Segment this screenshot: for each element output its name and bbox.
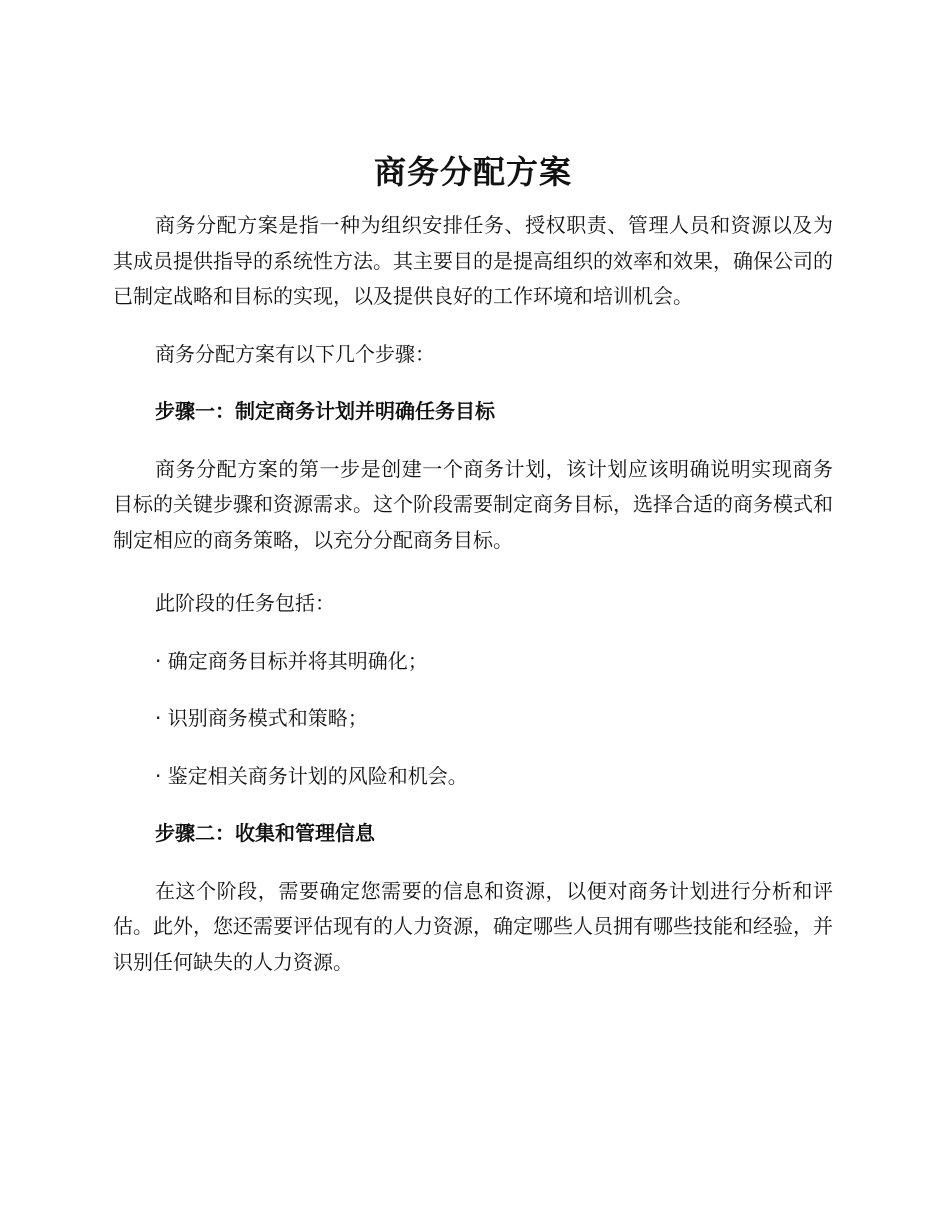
step-one-body: 商务分配方案的第一步是创建一个商务计划，该计划应该明确说明实现商务目标的关键步骤和资源需求。这个阶段需要制定商务目标，选择合适的商务模式和制定相应的商务策略，以充分分配商务目标。 — [113, 456, 833, 552]
step-one-tasks-intro: 此阶段的任务包括： — [155, 591, 335, 615]
step-one-task-item: · 确定商务目标并将其明确化； — [155, 648, 428, 673]
step-one-task-item: · 鉴定相关商务计划的风险和机会。 — [155, 763, 468, 788]
step-one-task-item: · 识别商务模式和策略； — [155, 706, 368, 730]
steps-intro-paragraph: 商务分配方案有以下几个步骤： — [155, 341, 435, 366]
step-two-body: 在这个阶段，需要确定您需要的信息和资源，以便对商务计划进行分析和评估。此外，您还需要评估现有的人力资源，确定哪些人员拥有哪些技能和经验，并识别任何缺失的人力资源。 — [113, 878, 833, 974]
document-content — [113, 148, 833, 1008]
step-two-heading: 步骤二：收集和管理信息 — [155, 821, 375, 845]
document-title: 商务分配方案 — [373, 153, 572, 191]
step-one-heading: 步骤一：制定商务计划并明确任务目标 — [155, 399, 495, 423]
intro-paragraph: 商务分配方案是指一种为组织安排任务、授权职责、管理人员和资源以及为其成员提供指导的系统性方法。其主要目的是提高组织的效率和效果，确保公司的已制定战略和目标的实现，以及提供良好的工作环境和培训机会。 — [113, 213, 833, 308]
